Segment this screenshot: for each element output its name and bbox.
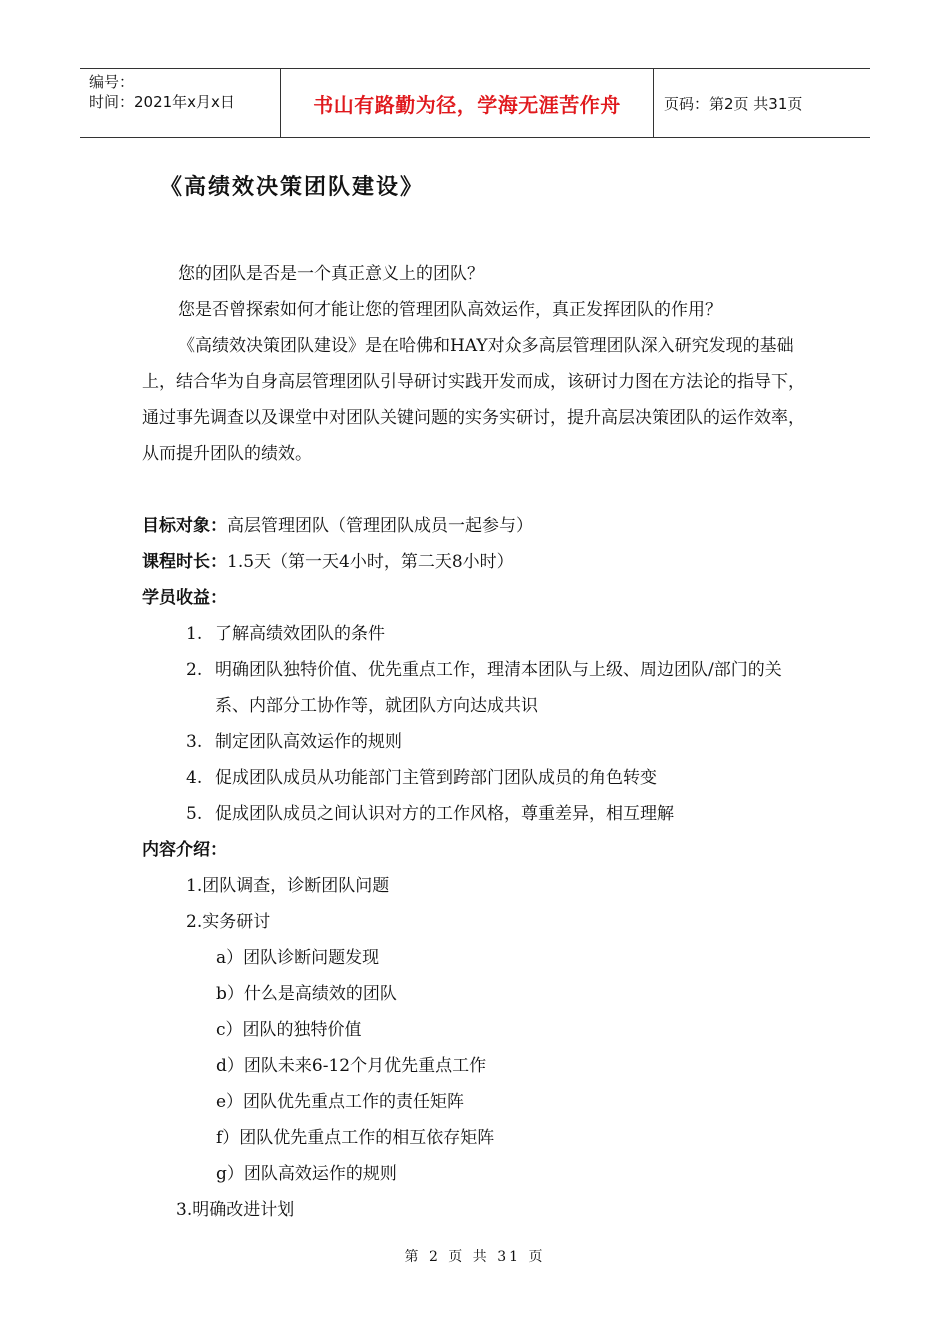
intro-question-1: 您的团队是否是一个真正意义上的团队？ (178, 264, 484, 284)
benefit-item: 4. 促成团队成员从功能部门主管到跨部门团队成员的角色转变 (186, 768, 657, 788)
content-subitem: b）什么是高绩效的团队 (216, 984, 397, 1004)
intro-paragraph: 《高绩效决策团队建设》是在哈佛和HAY对众多高层管理团队深入研究发现的基础上，结合华为自身高层管理团队引导研讨实践开发而成，该研讨力图在方法论的指导下，通过事先调查以及课堂中对团队关键问题的实务实研讨，提升高层决策团队的运作效率，从而提升团队的绩效。 (142, 336, 805, 464)
content-item-3: 3.明确改进计划 (176, 1200, 295, 1220)
header-meta (80, 69, 281, 137)
document-header (80, 68, 870, 138)
duration-row (142, 544, 812, 580)
benefit-item: 3. 制定团队高效运作的规则 (186, 732, 402, 752)
date-label: 时间：2021年x月x日 (89, 93, 235, 111)
content-subitem: c）团队的独特价值 (216, 1020, 362, 1040)
document-title: 《高绩效决策团队建设》 (160, 175, 425, 200)
content-subitem: d）团队未来6-12个月优先重点工作 (216, 1056, 487, 1076)
benefit-item: 2. 明确团队独特价值、优先重点工作，理清本团队与上级、周边团队/部门的关系、内部分工协作等，就团队方向达成共识 (186, 660, 782, 716)
header-motto: 书山有路勤为径，学海无涯苦作舟 (281, 69, 654, 137)
content-subitem: f）团队优先重点工作的相互依存矩阵 (216, 1128, 495, 1148)
content-item-1: 1.团队调查，诊断团队问题 (186, 876, 390, 896)
target-label: 目标对象： (142, 516, 227, 536)
doc-number-label: 编号： (89, 73, 135, 91)
contents-label: 内容介绍： (142, 840, 227, 860)
benefits-label: 学员收益： (142, 588, 227, 608)
content-subitem: a）团队诊断问题发现 (216, 948, 380, 968)
target-row (142, 508, 812, 544)
intro-question-2: 您是否曾探索如何才能让您的管理团队高效运作，真正发挥团队的作用？ (178, 300, 722, 320)
duration-value: 1.5天（第一天4小时，第二天8小时） (227, 552, 514, 572)
content-subitem: e）团队优先重点工作的责任矩阵 (216, 1092, 465, 1112)
header-page-info: 页码：第2页 共31页 (664, 94, 803, 113)
section-spacer (142, 472, 812, 508)
target-value: 高层管理团队（管理团队成员一起参与） (227, 516, 533, 536)
content-subitem: g）团队高效运作的规则 (216, 1164, 397, 1184)
benefit-item: 5. 促成团队成员之间认识对方的工作风格，尊重差异，相互理解 (186, 804, 674, 824)
page-footer: 第 2 页 共 31 页 (404, 1249, 546, 1265)
document-body (142, 256, 812, 1228)
content-item-2: 2.实务研讨 (186, 912, 271, 932)
duration-label: 课程时长： (142, 552, 227, 572)
benefit-item: 1. 了解高绩效团队的条件 (186, 624, 385, 644)
